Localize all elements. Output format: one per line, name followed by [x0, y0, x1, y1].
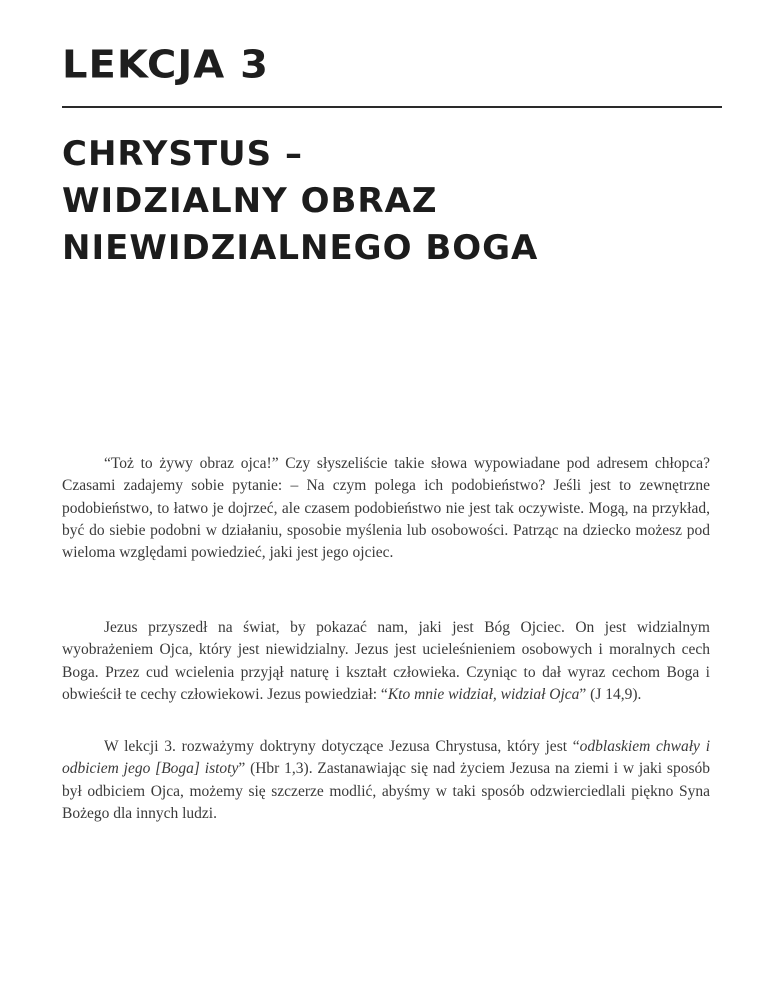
title-line-1: CHRYSTUS –	[62, 134, 303, 174]
paragraph-3-text	[62, 736, 710, 825]
paragraph-3-rest: ” (Hbr 1,3). Zastanawiając się nad życiem Jezusa na ziemi i w jaki sposób był odbiciem Ojca, możemy się szczerze modlić, abyśmy w taki sposób odzwierciedlali piękno Syna Bożego dla innych ludzi.	[62, 760, 710, 822]
lesson-label: LEKCJA 3	[62, 43, 269, 87]
scripture-ref-j14: ” (J 14,9).	[579, 685, 642, 703]
scripture-quote-hbr13: odblaskiem chwały i odbiciem jego [Boga] istoty	[62, 738, 710, 778]
page-title	[62, 131, 722, 272]
paragraph-1	[62, 453, 710, 564]
paragraph-3	[62, 736, 710, 825]
title-line-3: NIEWIDZIALNEGO BOGA	[62, 228, 539, 268]
paragraph-2-text	[62, 617, 710, 706]
paragraph-2	[62, 617, 710, 706]
paragraph-2-body: Jezus przyszedł na świat, by pokazać nam, jaki jest Bóg Ojciec. On jest widzialnym wyobrażeniem Ojca, który jest niewidzialny. Jezus jest ucieleśnieniem osobowych i moralnych cech Boga. Przez cud wcielenia przyjął naturę i kształt człowieka. Czyniąc to dał wyraz cechom Boga i obwieścił te cechy człowiekowi. Jezus powiedział: “	[62, 619, 710, 703]
title-line-2: WIDZIALNY OBRAZ	[62, 181, 438, 221]
header-rule	[62, 106, 722, 108]
paragraph-1-text: “Toż to żywy obraz ojca!” Czy słyszeliście takie słowa wypowiadane pod adresem chłopca? Czasami zadajemy sobie pytanie: – Na czym polega ich podobieństwo? Jeśli jest to zewnętrzne podobieństwo, to łatwo je dojrzeć, ale czasem podobieństwo nie jest tak oczywiste. Mogą, na przykład, być do siebie podobni w działaniu, sposobie myślenia lub osobowości. Patrząc na dziecko możesz pod wieloma względami powiedzieć, jaki jest jego ojciec.	[62, 455, 710, 562]
scripture-quote-j14: Kto mnie widział, widział Ojca	[387, 685, 580, 703]
paragraph-3-body: W lekcji 3. rozważymy doktryny dotyczące Jezusa Chrystusa, który jest “	[104, 738, 580, 755]
